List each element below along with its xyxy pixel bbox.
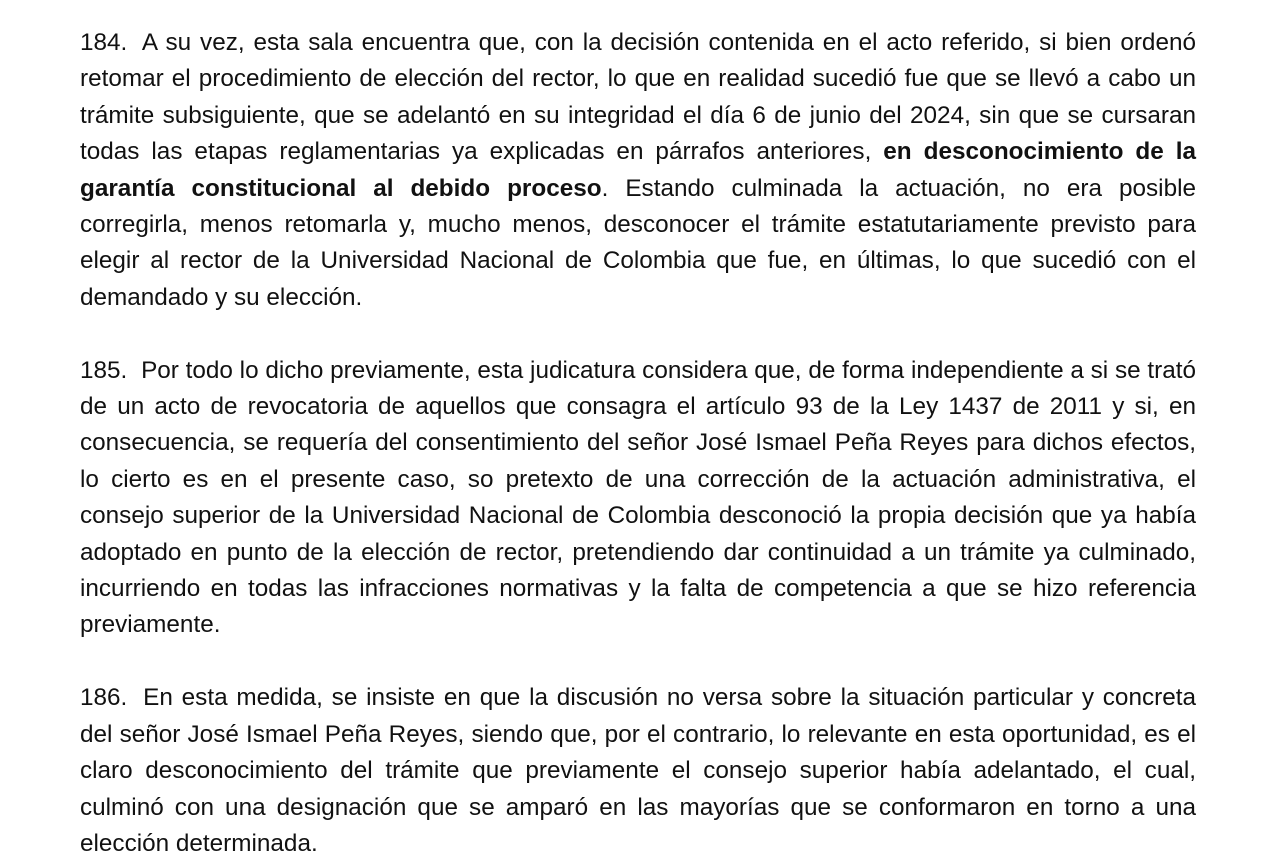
bold-emphasis: en desconocimiento de la garantía constitucional al debido proceso <box>80 138 1196 202</box>
paragraph-number: 184. <box>80 29 128 56</box>
paragraph-184 <box>80 25 1196 316</box>
paragraph-number: 186. <box>80 684 128 712</box>
paragraph-186 <box>80 680 1196 862</box>
paragraph-185 <box>80 353 1196 644</box>
paragraph-text-continued: . Estando culminada la actuación, no era posible corregirla, menos retomarla y, mucho menos, desconocer el trámite estatutariamente previsto para elegir al rector de la Universidad Nacional de Colombia que fue, en últimas, lo que sucedió con el demandado y su elección. <box>80 174 1196 311</box>
paragraph-number: 185. <box>80 356 128 384</box>
document-page <box>80 25 1196 862</box>
paragraph-text: En esta medida, se insiste en que la discusión no versa sobre la situación particular y concreta del señor José Ismael Peña Reyes, siendo que, por el contrario, lo relevante en esta oportunidad, es el claro desconocimiento del trámite que previamente el consejo superior había adelantado, el cual, culminó con una designación que se amparó en las mayorías que se conformaron en torno a una elección determinada. <box>80 684 1196 857</box>
paragraph-text: A su vez, esta sala encuentra que, con la decisión contenida en el acto referido, si bien ordenó retomar el procedimiento de elección del rector, lo que en realidad sucedió fue que se llevó a cabo un trámite subsiguiente, que se adelantó en su integridad el día 6 de junio del 2024, sin que se cursaran todas las etapas reglamentarias ya explicadas en párrafos anteriores, <box>80 29 1196 166</box>
paragraph-text: Por todo lo dicho previamente, esta judicatura considera que, de forma independiente a si se trató de un acto de revocatoria de aquellos que consagra el artículo 93 de la Ley 1437 de 2011 y si, en consecuencia, se requería del consentimiento del señor José Ismael Peña Reyes para dichos efectos, lo cierto es en el presente caso, so pretexto de una corrección de la actuación administrativa, el consejo superior de la Universidad Nacional de Colombia desconoció la propia decisión que ya había adoptado en punto de la elección de rector, pretendiendo dar continuidad a un trámite ya culminado, incurriendo en todas las infracciones normativas y la falta de competencia a que se hizo referencia previamente. <box>80 356 1196 639</box>
